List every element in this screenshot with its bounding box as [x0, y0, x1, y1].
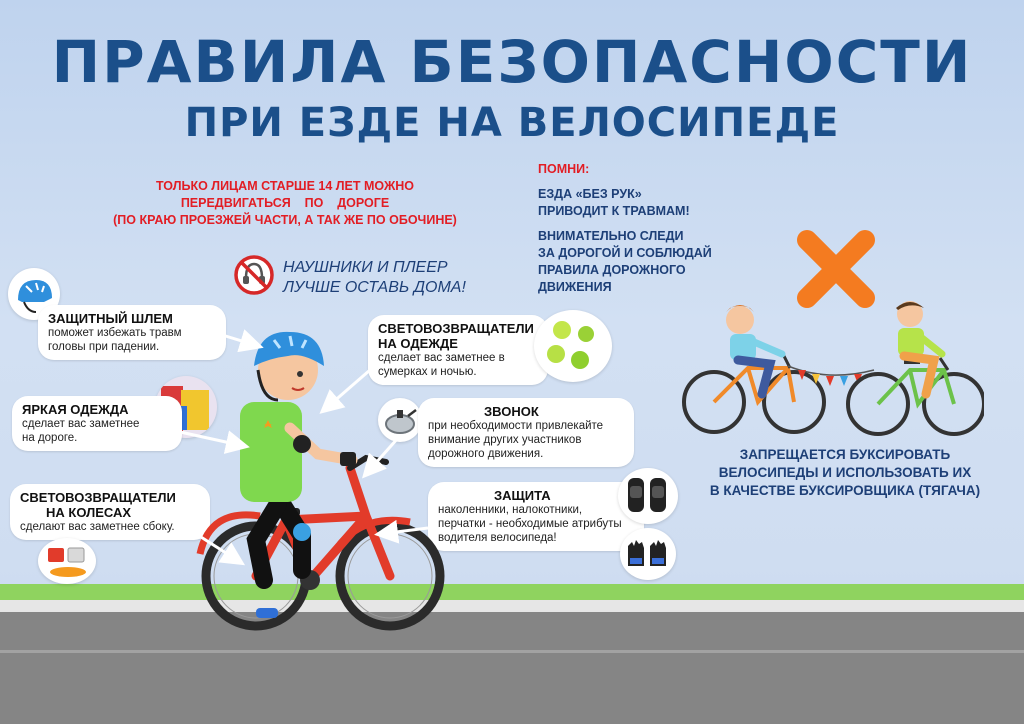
remember-item-watch-road: ВНИМАТЕЛЬНО СЛЕДИ ЗА ДОРОГОЙ И СОБЛЮДАЙ ПРАВИЛА ДОРОЖНОГО ДВИЖЕНИЯ: [538, 229, 712, 294]
headphones-warning: НАУШНИКИ И ПЛЕЕР ЛУЧШЕ ОСТАВЬ ДОМА!: [283, 259, 466, 296]
page-subtitle: ПРИ ЕЗДЕ НА ВЕЛОСИПЕДЕ: [184, 100, 840, 146]
remember-heading: ПОМНИ:: [538, 162, 590, 176]
towing-warning: ЗАПРЕЩАЕТСЯ БУКСИРОВАТЬ ВЕЛОСИПЕДЫ И ИСПОЛЬЗОВАТЬ ИХ В КАЧЕСТВЕ БУКСИРОВЩИКА (ТЯГАЧА): [709, 447, 981, 498]
callout-title: ЗАЩИТА: [494, 488, 551, 503]
arrow-bell: [366, 438, 398, 474]
callout-title: СВЕТОВОЗВРАЩАТЕЛИ: [378, 321, 534, 336]
callout-bell: ЗВОНОК при необходимости привлекайте внимание других участников дорожного движения.: [418, 398, 634, 467]
arrow-wheel: [190, 530, 240, 562]
callout-title: ЗВОНОК: [484, 404, 539, 419]
age-rule-line: ТОЛЬКО ЛИЦАМ СТАРШЕ 14 ЛЕТ МОЖНО: [155, 179, 415, 193]
callout-wheel-reflectors: СВЕТОВОЗВРАЩАТЕЛИ НА КОЛЕСАХ сделают вас заметнее сбоку.: [10, 484, 210, 540]
arrow-protection: [380, 528, 428, 534]
page-title: ПРАВИЛА БЕЗОПАСНОСТИ: [51, 28, 973, 96]
callout-helmet: ЗАЩИТНЫЙ ШЛЕМ поможет избежать травм головы при падении.: [38, 305, 226, 360]
arrow-clothing: [162, 428, 244, 446]
callout-clothes-reflectors: СВЕТОВОЗВРАЩАТЕЛИ НА ОДЕЖДЕ сделает вас заметнее в сумерках и ночью.: [368, 315, 548, 385]
arrow-helmet: [206, 330, 258, 346]
callout-title: ЯРКАЯ ОДЕЖДА: [22, 402, 129, 417]
age-rule-line: ПЕРЕДВИГАТЬСЯ ПО ДОРОГЕ: [180, 196, 390, 210]
callout-title: ЗАЩИТНЫЙ ШЛЕМ: [48, 311, 173, 326]
age-rule-line: (ПО КРАЮ ПРОЕЗЖЕЙ ЧАСТИ, А ТАК ЖЕ ПО ОБОЧИНЕ): [113, 213, 457, 227]
arrow-clothes-reflector: [324, 370, 370, 410]
remember-item-no-hands: ЕЗДА «БЕЗ РУК» ПРИВОДИТ К ТРАВМАМ!: [538, 187, 690, 218]
callout-title: СВЕТОВОЗВРАЩАТЕЛИ: [20, 490, 176, 505]
callout-protection: ЗАЩИТА наколенники, налокотники, перчатки - необходимые атрибуты водителя велосипеда!: [428, 482, 644, 551]
callout-bright-clothing: ЯРКАЯ ОДЕЖДА сделает вас заметнее на дороге.: [12, 396, 182, 451]
